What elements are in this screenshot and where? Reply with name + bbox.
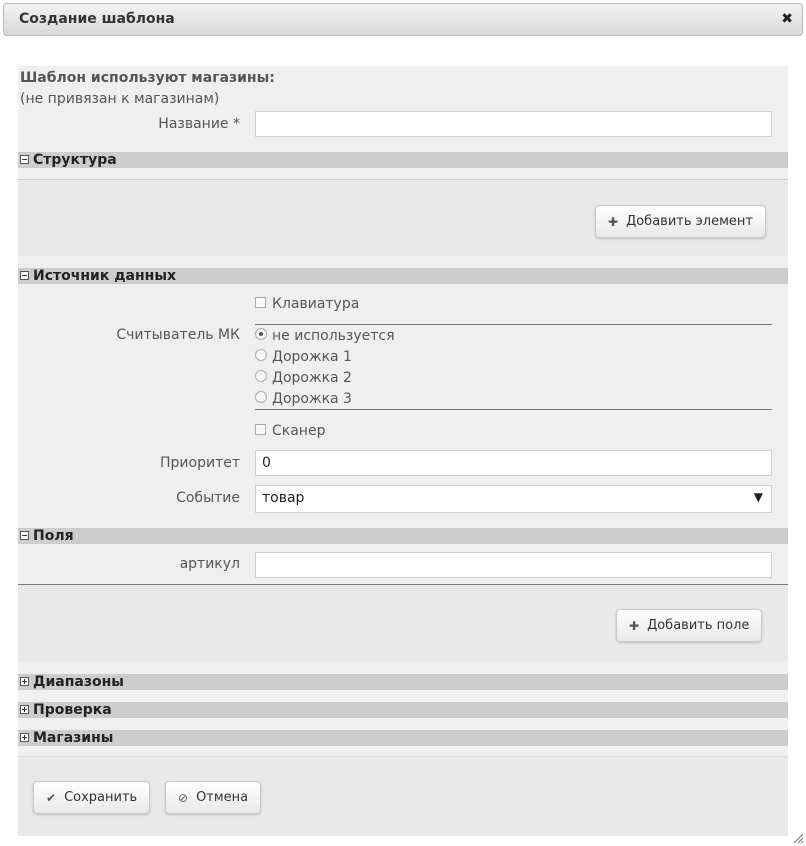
keyboard-checkbox[interactable] — [255, 296, 359, 312]
footer-panel — [18, 756, 788, 836]
fields-panel — [18, 584, 788, 662]
reader-option-label: Дорожка 3 — [272, 391, 352, 407]
checkbox-box[interactable] — [255, 297, 266, 308]
section-fields-label: Поля — [33, 528, 74, 544]
reader-option-label: не используется — [272, 328, 395, 344]
scanner-checkbox[interactable] — [255, 423, 325, 439]
article-input[interactable] — [255, 552, 772, 578]
section-fields-header[interactable] — [18, 528, 788, 544]
dialog-title: Создание шаблона — [19, 11, 175, 27]
section-shops-header[interactable] — [18, 730, 788, 746]
section-check-header[interactable] — [18, 702, 788, 718]
plus-icon: ✚ — [608, 214, 619, 229]
cancel-label: Отмена — [196, 790, 249, 805]
expand-icon[interactable]: + — [21, 705, 28, 714]
reader-label: Считыватель МК — [116, 327, 240, 343]
divider — [255, 324, 772, 325]
reader-option-label: Дорожка 2 — [272, 370, 352, 386]
add-field-label: Добавить поле — [647, 618, 750, 633]
chevron-down-icon[interactable]: ▼ — [753, 490, 763, 504]
keyboard-label: Клавиатура — [272, 296, 360, 312]
section-check-label: Проверка — [33, 702, 112, 718]
checkbox-box[interactable] — [255, 424, 266, 435]
cancel-icon: ⊘ — [178, 790, 189, 805]
collapse-icon[interactable]: − — [21, 271, 28, 280]
reader-option-label: Дорожка 1 — [272, 349, 352, 365]
article-label: артикул — [179, 556, 240, 572]
section-ranges-header[interactable] — [18, 674, 788, 690]
radio-button[interactable] — [255, 349, 267, 361]
resize-handle-icon[interactable] — [792, 832, 804, 844]
dialog-titlebar[interactable] — [3, 3, 803, 36]
radio-button[interactable] — [255, 328, 267, 340]
section-ranges-label: Диапазоны — [33, 674, 124, 690]
expand-icon[interactable]: + — [21, 677, 28, 686]
collapse-icon[interactable]: − — [21, 155, 28, 164]
event-selected-value: товар — [262, 490, 305, 506]
reader-option-track2[interactable] — [255, 370, 352, 386]
expand-icon[interactable]: + — [21, 733, 28, 742]
save-button[interactable] — [33, 781, 150, 814]
divider — [255, 409, 772, 410]
reader-option-track1[interactable] — [255, 349, 352, 365]
check-icon: ✔ — [46, 790, 57, 805]
section-source-label: Источник данных — [33, 268, 177, 284]
structure-panel — [18, 179, 788, 256]
section-shops-label: Магазины — [33, 730, 114, 746]
save-label: Сохранить — [64, 790, 138, 805]
plus-icon: ✚ — [629, 618, 640, 633]
reader-option-none[interactable] — [255, 328, 395, 344]
priority-input[interactable] — [255, 450, 772, 476]
radio-button[interactable] — [255, 391, 267, 403]
name-input[interactable] — [255, 111, 772, 137]
close-icon[interactable]: ✖ — [781, 11, 793, 27]
dialog-content — [18, 66, 788, 836]
priority-label: Приоритет — [160, 455, 240, 471]
add-element-label: Добавить элемент — [626, 214, 753, 229]
name-label: Название * — [158, 116, 240, 132]
reader-option-track3[interactable] — [255, 391, 352, 407]
add-element-button[interactable] — [595, 205, 766, 238]
shops-info-title: Шаблон используют магазины: — [20, 70, 275, 86]
radio-button[interactable] — [255, 370, 267, 382]
collapse-icon[interactable]: − — [21, 531, 28, 540]
section-structure-label: Структура — [33, 152, 117, 168]
scanner-label: Сканер — [272, 423, 326, 439]
event-select[interactable] — [255, 485, 772, 513]
section-structure-header[interactable] — [18, 152, 788, 168]
event-label: Событие — [176, 490, 240, 506]
add-field-button[interactable] — [616, 609, 762, 642]
cancel-button[interactable] — [165, 781, 261, 814]
shops-info-subtitle: (не привязан к магазинам) — [20, 91, 220, 107]
section-source-header[interactable] — [18, 268, 788, 284]
